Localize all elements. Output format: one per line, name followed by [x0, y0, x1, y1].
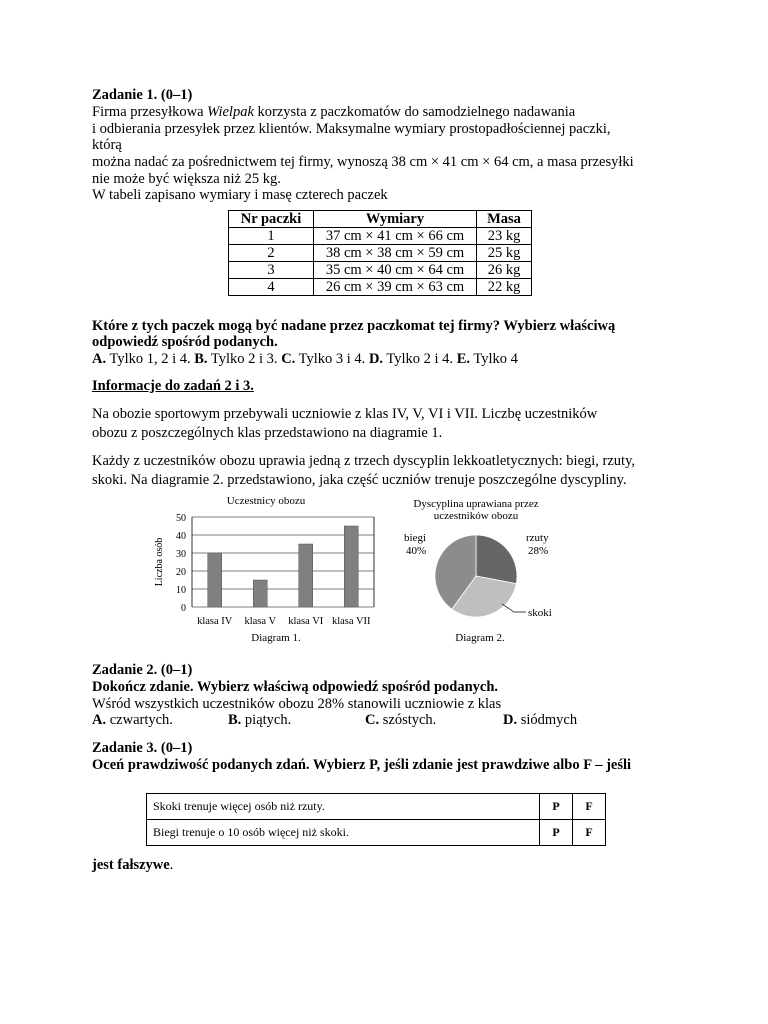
task1-paragraph-line3: którą [92, 137, 122, 153]
true-false-table [146, 793, 606, 846]
col-header-nr: Nr paczki [229, 211, 314, 228]
task1-question-line2: odpowiedź spośród podanych. [92, 334, 278, 350]
task2-title: Zadanie 2. (0–1) [92, 662, 193, 678]
col-header-dimensions: Wymiary [314, 211, 477, 228]
task2-answer-b[interactable]: B. piątych. [228, 712, 292, 728]
info-paragraph2-line2: skoki. Na diagramie 2. przedstawiono, jaka część uczniów trenuje poszczególne dyscypliny. [92, 472, 627, 488]
y-tick-label: 0 [181, 603, 186, 614]
y-tick-label: 40 [176, 531, 186, 542]
cell-nr: 1 [229, 228, 314, 245]
task1-question-line1: Które z tych paczek mogą być nadane przez paczkomat tej firmy? Wybierz właściwą [92, 318, 616, 334]
task2-answer-d[interactable]: D. siódmych [503, 712, 578, 728]
answer-a-text[interactable]: Tylko 1, 2 i 4. [106, 351, 195, 367]
cell-nr: 4 [229, 279, 314, 296]
bar-chart-caption: Diagram 1. [251, 632, 301, 644]
answer-c-text[interactable]: Tylko 3 i 4. [295, 351, 369, 367]
table-row [229, 262, 532, 279]
task1-answers [92, 351, 518, 368]
cell-dimensions: 35 cm × 40 cm × 64 cm [314, 262, 477, 279]
task2-answer-c[interactable]: C. szóstych. [365, 712, 437, 728]
pie-chart-title-line1: Dyscyplina uprawiana przez [413, 498, 539, 510]
cell-mass: 26 kg [477, 262, 532, 279]
statement-2-p-option[interactable]: P [540, 820, 573, 846]
x-tick-label: klasa V [244, 616, 277, 627]
x-tick-label: klasa VII [331, 616, 371, 627]
pie-chart-title-line2: uczestników obozu [433, 510, 519, 522]
table-row [229, 279, 532, 296]
pie-value-biegi: 40% [406, 545, 427, 557]
answer-a-letter[interactable]: A. [92, 351, 107, 367]
pie-slice-rzuty [476, 535, 517, 584]
bar [208, 553, 222, 607]
bar [253, 580, 267, 607]
task1-title: Zadanie 1. (0–1) [92, 87, 193, 103]
info-heading: Informacje do zadań 2 i 3. [92, 378, 254, 394]
answer-c-letter[interactable]: C. [281, 351, 296, 367]
cell-nr: 3 [229, 262, 314, 279]
answer-e-text[interactable]: Tylko 4 [469, 351, 518, 367]
pie-label-rzuty: rzuty [526, 532, 549, 544]
y-tick-label: 30 [176, 549, 186, 560]
pie-label-skoki: skoki [528, 607, 552, 619]
task3-instruction: Oceń prawdziwość podanych zdań. Wybierz P, jeśli zdanie jest prawdziwe albo F – jeśli [92, 757, 632, 773]
task3-title: Zadanie 3. (0–1) [92, 740, 193, 756]
bar-chart [148, 490, 388, 650]
bar [344, 526, 358, 607]
info-paragraph1-line1: Na obozie sportowym przebywali uczniowie z klas IV, V, VI i VII. Liczbę uczestników [92, 406, 598, 422]
statement-2: Biegi trenuje o 10 osób więcej niż skoki. [147, 820, 540, 846]
col-header-mass: Masa [477, 211, 532, 228]
table-row [147, 820, 606, 846]
statement-2-f-option[interactable]: F [573, 820, 606, 846]
statement-1-f-option[interactable]: F [573, 794, 606, 820]
pie-label-biegi: biegi [404, 532, 426, 544]
info-paragraph1-line2: obozu z poszczególnych klas przedstawiono na diagramie 1. [92, 425, 443, 441]
bar [299, 544, 313, 607]
y-tick-label: 50 [176, 513, 186, 524]
task1-paragraph-line4: można nadać za pośrednictwem tej firmy, wynoszą 38 cm × 41 cm × 64 cm, a masa przesyłki [92, 154, 634, 170]
cell-dimensions: 37 cm × 41 cm × 66 cm [314, 228, 477, 245]
bar-chart-title: Uczestnicy obozu [226, 495, 306, 507]
pie-chart-caption: Diagram 2. [455, 632, 505, 644]
cell-nr: 2 [229, 245, 314, 262]
task1-paragraph-line1: Firma przesyłkowa Wielpak korzysta z paczkomatów do samodzielnego nadawania [92, 104, 576, 120]
task2-sentence: Wśród wszystkich uczestników obozu 28% stanowili uczniowie z klas [92, 696, 502, 712]
task2-instruction: Dokończ zdanie. Wybierz właściwą odpowiedź spośród podanych. [92, 679, 499, 695]
cell-mass: 25 kg [477, 245, 532, 262]
y-tick-label: 20 [176, 567, 186, 578]
cell-dimensions: 38 cm × 38 cm × 59 cm [314, 245, 477, 262]
pie-value-rzuty: 28% [528, 545, 549, 557]
task1-paragraph-line2: i odbierania przesyłek przez klientów. Maksymalne wymiary prostopadłościennej paczki, [92, 121, 611, 137]
company-name: Wielpak [207, 104, 254, 120]
answer-b-letter[interactable]: B. [194, 351, 208, 367]
cell-dimensions: 26 cm × 39 cm × 63 cm [314, 279, 477, 296]
pie-leader-line-skoki [502, 604, 526, 612]
answer-b-text[interactable]: Tylko 2 i 3. [207, 351, 282, 367]
statement-1-p-option[interactable]: P [540, 794, 573, 820]
table-row [229, 245, 532, 262]
pie-chart [396, 492, 564, 652]
cell-mass: 23 kg [477, 228, 532, 245]
table-row [229, 228, 532, 245]
answer-e-letter[interactable]: E. [456, 351, 470, 367]
statement-1: Skoki trenuje więcej osób niż rzuty. [147, 794, 540, 820]
parcel-table-header [229, 211, 532, 228]
task1-paragraph-line6: W tabeli zapisano wymiary i masę czterech paczek [92, 187, 388, 203]
bar-chart-ylabel: Liczba osób [154, 537, 165, 587]
y-tick-label: 10 [176, 585, 186, 596]
answer-d-letter[interactable]: D. [368, 351, 384, 367]
info-paragraph2-line1: Każdy z uczestników obozu uprawia jedną z trzech dyscyplin lekkoatletycznych: biegi, rzuty, [92, 453, 636, 469]
cell-mass: 22 kg [477, 279, 532, 296]
task3-tail: jest fałszywe. [92, 857, 174, 873]
x-tick-label: klasa VI [288, 616, 324, 627]
x-tick-label: klasa IV [197, 616, 233, 627]
task1-paragraph-line5: nie może być większa niż 25 kg. [92, 171, 281, 187]
parcel-table [228, 210, 532, 296]
answer-d-text[interactable]: Tylko 2 i 4. [383, 351, 457, 367]
table-row [147, 794, 606, 820]
task2-answer-a[interactable]: A. czwartych. [92, 712, 173, 728]
